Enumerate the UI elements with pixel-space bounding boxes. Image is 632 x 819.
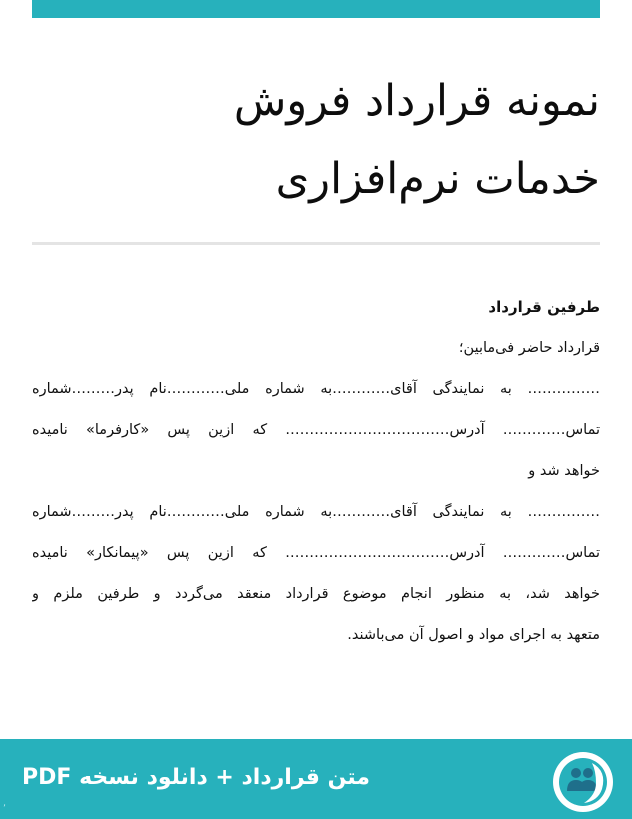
page-title	[32, 62, 600, 218]
people-chat-icon	[552, 751, 614, 813]
paragraph-line-3: تماس…………. آدرس……………………………. که ازین پس «کارفرما» نامیده	[32, 422, 600, 438]
paragraph-line-5: …………… به نمایندگی آقای…………به شماره ملی…………نام پدر………شماره	[32, 504, 600, 520]
corner-mark: ٬	[3, 804, 6, 814]
title-divider	[32, 242, 600, 245]
paragraph-line-6: تماس…………. آدرس……………………………. که ازین پس «پیمانکار» نامیده	[32, 545, 600, 561]
paragraph-line-2: …………… به نمایندگی آقای…………به شماره ملی…………نام پدر………شماره	[32, 381, 600, 397]
download-banner-text[interactable]: متن قرارداد + دانلود نسخه PDF	[22, 765, 370, 790]
contract-parties-section	[32, 288, 600, 656]
section-heading: طرفین قرارداد	[488, 298, 600, 316]
paragraph-line-1: قرارداد حاضر فی‌مابین؛	[458, 340, 600, 356]
top-accent-bar	[32, 0, 600, 18]
paragraph-line-4: خواهد شد و	[528, 463, 600, 479]
paragraph-line-8: متعهد به اجرای مواد و اصول آن می‌باشند.	[347, 627, 600, 643]
download-banner[interactable]	[0, 739, 632, 819]
paragraph-line-7: خواهد شد، به منظور انجام موضوع قرارداد منعقد می‌گردد و طرفین ملزم و	[32, 586, 600, 602]
title-line-2: خدمات نرم‌افزاری	[275, 154, 600, 204]
title-line-1: نمونه قرارداد فروش	[233, 76, 600, 126]
